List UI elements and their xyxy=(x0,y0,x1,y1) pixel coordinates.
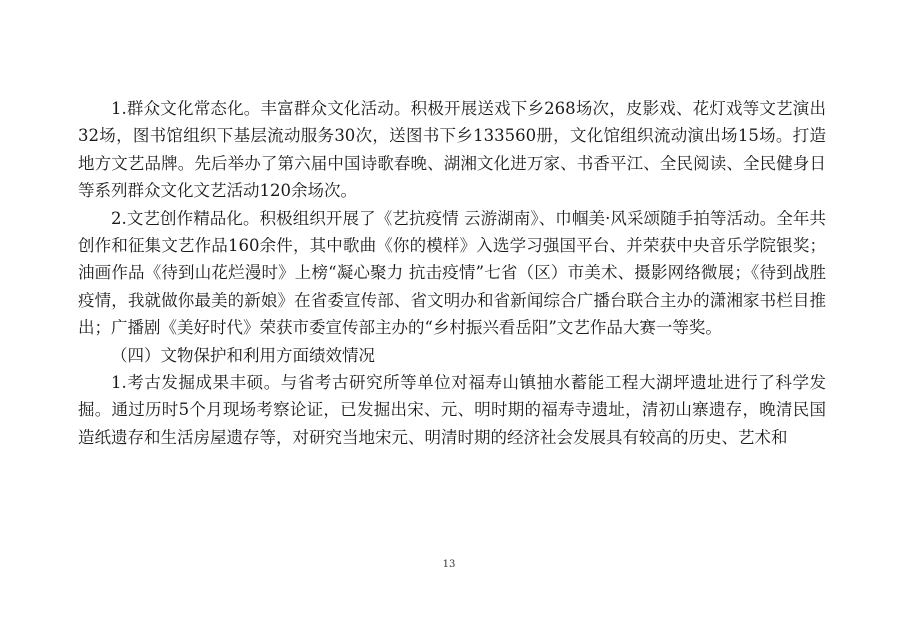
section-heading-cultural-relics: （四）文物保护和利用方面绩效情况 xyxy=(111,345,375,365)
page-number: 13 xyxy=(442,559,456,570)
paragraph-mass-culture: 1.群众文化常态化。丰富群众文化活动。积极开展送戏下乡268场次，皮影戏、花灯戏等文艺演出32场，图书馆组织下基层流动服务30次，送图书下乡133560册，文化馆组织流动演出场15场。打造地方文艺品牌。先后举办了第六届中国诗歌春晚、湖湘文化进万家、书香平江、全民阅读、全民健身日等系列群众文化文艺活动120余场次。 xyxy=(78,99,826,201)
paragraph-archaeology: 1.考古发掘成果丰硕。与省考古研究所等单位对福寿山镇抽水蓄能工程大湖坪遗址进行了科学发掘。通过历时5个月现场考察论证，已发掘出宋、元、明时期的福寿寺遗址，清初山寨遗存，晚清民国造纸遗存和生活房屋遗存等，对研究当地宋元、明清时期的经济社会发展具有较高的历史、艺术和 xyxy=(78,373,826,447)
body-text xyxy=(78,95,826,451)
paragraph-art-creation: 2.文艺创作精品化。积极组织开展了《艺抗疫情 云游湖南》、巾帼美·风采颂随手拍等活动。全年共创作和征集文艺作品160余件，其中歌曲《你的模样》入选学习强国平台、并荣获中央音乐学院银奖；油画作品《待到山花烂漫时》上榜“凝心聚力 抗击疫情”七省（区）市美术、摄影网络微展；《待到战胜疫情，我就做你最美的新娘》在省委宣传部、省文明办和省新闻综合广播台联合主办的潇湘家书栏目推出；广播剧《美好时代》荣获市委宣传部主办的“乡村振兴看岳阳”文艺作品大赛一等奖。 xyxy=(78,208,826,338)
